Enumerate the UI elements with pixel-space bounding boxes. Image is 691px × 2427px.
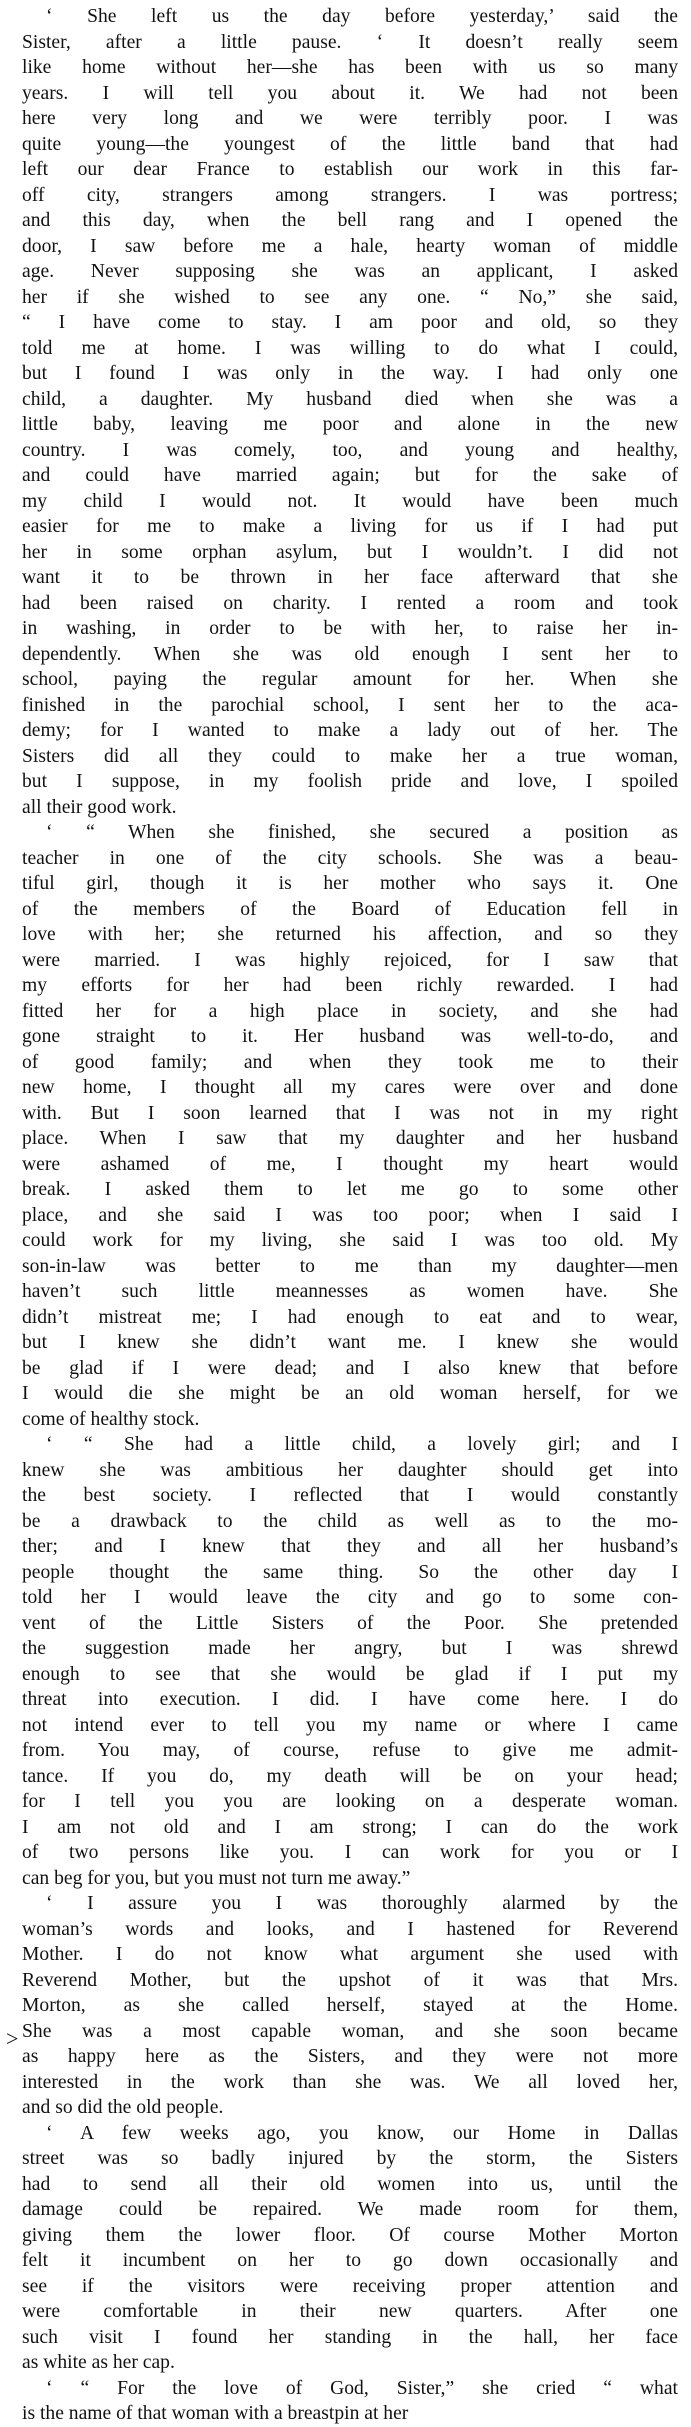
text-line: school, paying the regular amount for her. When she [22,669,678,690]
text-line: not intend ever to tell you my name or where I came [22,1714,678,1736]
text-line: “ I have come to stay. I am poor and old, so they [22,312,678,333]
paragraph [22,820,678,1432]
text-line: fitted her for a high place in society, and she had [22,1000,678,1022]
text-line: of good family; and when they took me to their [22,1051,678,1073]
paragraph [22,2121,678,2376]
text-line: She was a most capable woman, and she soon became [22,2020,678,2042]
text-line: little baby, leaving me poor and alone in the new [22,414,678,435]
text-line: new home, I thought all my cares were over and done [22,1077,678,1098]
text-line: the suggestion made her angry, but I was shrewd [22,1638,678,1659]
text-line: ther; and I knew that they and all her husband’s [22,1536,678,1557]
text-line: here very long and we were terribly poor. I was [22,108,678,129]
text-line: felt it incumbent on her to go down occasionally and [22,2250,678,2271]
text-line: ‘ She left us the day before yesterday,’ said the [46,6,678,27]
text-line: such visit I found her standing in the hall, her face [22,2326,678,2348]
paragraph [22,1891,678,2121]
text-line: woman’s words and looks, and I hastened for Reverend [22,1918,678,1940]
text-line: from. You may, of course, refuse to give me admit- [22,1740,678,1761]
text-line: left our dear France to establish our work in this far- [22,159,678,180]
text-line: vent of the Little Sisters of the Poor. She pretended [22,1612,678,1634]
text-line: of the members of the Board of Education fell in [22,898,678,920]
text-line: quite young—the youngest of the little band that had [22,133,678,155]
text-line: all their good work. [22,796,177,818]
article-column [22,4,678,2427]
text-line: finished in the parochial school, I sent her to the aca- [22,694,678,716]
text-line: come of healthy stock. [22,1408,200,1430]
text-line: for I tell you you are looking on a desperate woman. [22,1791,678,1812]
text-line: want it to be thrown in her face afterward that she [22,567,678,588]
text-line: place, and she said I was too poor; when I said I [22,1204,678,1226]
text-line: were comfortable in their new quarters. After one [22,2301,678,2322]
text-line: knew she was ambitious her daughter should get into [22,1459,678,1481]
text-line: off city, strangers among strangers. I was portress; [22,184,678,206]
text-line: country. I was comely, too, and young and healthy, [22,439,678,461]
text-line: gone straight to it. Her husband was well-to-do, and [22,1026,678,1047]
text-line: threat into execution. I did. I have come here. I do [22,1689,678,1710]
text-line: her in some orphan asylum, but I wouldn’t. I did not [22,541,678,563]
text-line: as white as her cap. [22,2352,175,2373]
text-line: tance. If you do, my death will be on your head; [22,1765,678,1787]
text-line: of two persons like you. I can work for you or I [22,1842,678,1863]
text-line: ‘ “ For the love of God, Sister,” she cried “ what [46,2377,678,2399]
text-line: were married. I was highly rejoiced, for I saw that [22,949,678,971]
text-line: be glad if I were dead; and I also knew that before [22,1357,678,1379]
text-line: damage could be repaired. We made room for them, [22,2199,678,2220]
text-line: her if she wished to see any one. “ No,” she said, [22,286,678,308]
text-line: years. I will tell you about it. We had not been [22,82,678,104]
text-line: see if the visitors were receiving proper attention and [22,2275,678,2297]
text-line: break. I asked them to let me go to some other [22,1179,678,1200]
paragraph [22,1432,678,1891]
text-line: enough to see that she would be glad if I put my [22,1663,678,1685]
text-line: didn’t mistreat me; I had enough to eat and to wear, [22,1306,678,1328]
text-line: love with her; she returned his affection, and so they [22,924,678,945]
text-line: tiful girl, though it is her mother who says it. One [22,873,678,894]
text-line: and could have married again; but for the sake of [22,465,678,486]
text-line: demy; for I wanted to make a lady out of her. The [22,720,678,741]
paragraph [22,2376,678,2427]
text-line: and this day, when the bell rang and I opened the [22,210,678,231]
text-line: ‘ “ She had a little child, a lovely girl; and I [46,1434,678,1455]
text-line: the best society. I reflected that I would constantly [22,1485,678,1506]
text-line: street was so badly injured by the storm, the Sisters [22,2148,678,2169]
text-line: haven’t such little meannesses as women have. She [22,1281,678,1302]
text-line: ‘ A few weeks ago, you know, our Home in Dallas [46,2122,678,2144]
text-line: child, a daughter. My husband died when she was a [22,388,678,410]
text-line: and so did the old people. [22,2097,224,2118]
text-line: easier for me to make a living for us if I had put [22,516,678,537]
text-line: but I found I was only in the way. I had only one [22,363,678,384]
text-line: as happy here as the Sisters, and they were not more [22,2046,678,2067]
text-line: interested in the work than she was. We all loved her, [22,2071,678,2093]
text-line: door, I saw before me a hale, hearty woman of middle [22,235,678,257]
text-line: ‘ “ When she finished, she secured a position as [46,822,678,843]
text-line: Sisters did all they could to make her a true woman, [22,745,678,767]
text-line: had to send all their old women into us, until the [22,2173,678,2195]
text-line: but I suppose, in my foolish pride and love, I spoiled [22,771,678,792]
text-line: I am not old and I am strong; I can do the work [22,1816,678,1838]
text-line: in washing, in order to be with her, to raise her in- [22,618,678,639]
text-line: like home without her—she has been with us so many [22,57,678,78]
text-line: teacher in one of the city schools. She was a beau- [22,847,678,869]
text-line: but I knew she didn’t want me. I knew she would [22,1332,678,1353]
text-line: my child I would not. It would have been much [22,490,678,512]
text-line: could work for my living, she said I was too old. My [22,1230,678,1251]
text-line: Reverend Mother, but the upshot of it was that Mrs. [22,1969,678,1991]
text-line: be a drawback to the child as well as to the mo- [22,1510,678,1532]
text-line: told her I would leave the city and go to some con- [22,1587,678,1608]
text-line: dependently. When she was old enough I sent her to [22,643,678,665]
text-line: can beg for you, but you must not turn me away.” [22,1867,411,1889]
text-line: place. When I saw that my daughter and her husband [22,1128,678,1149]
text-line: my efforts for her had been richly rewarded. I had [22,975,678,996]
text-line: told me at home. I was willing to do what I could, [22,337,678,359]
text-line: giving them the lower floor. Of course Mother Morton [22,2224,678,2246]
margin-mark: ˃ [6,2026,19,2051]
text-line: Mother. I do not know what argument she used with [22,1944,678,1965]
text-line: I would die she might be an old woman herself, for we [22,1383,678,1404]
text-line: is the name of that woman with a breastpin at her [22,2403,409,2424]
text-line: with. But I soon learned that I was not in my right [22,1102,678,1124]
text-line: Sister, after a little pause. ‘ It doesn’t really seem [22,31,678,53]
text-line: ‘ I assure you I was thoroughly alarmed by the [46,1893,678,1914]
text-line: were ashamed of me, I thought my heart would [22,1153,678,1175]
text-line: Morton, as she called herself, stayed at the Home. [22,1995,678,2016]
text-line: had been raised on charity. I rented a room and took [22,592,678,614]
text-line: son-in-law was better to me than my daughter—men [22,1255,678,1277]
paragraph [22,4,678,820]
text-line: people thought the same thing. So the other day I [22,1561,678,1583]
text-line: age. Never supposing she was an applicant, I asked [22,261,678,282]
